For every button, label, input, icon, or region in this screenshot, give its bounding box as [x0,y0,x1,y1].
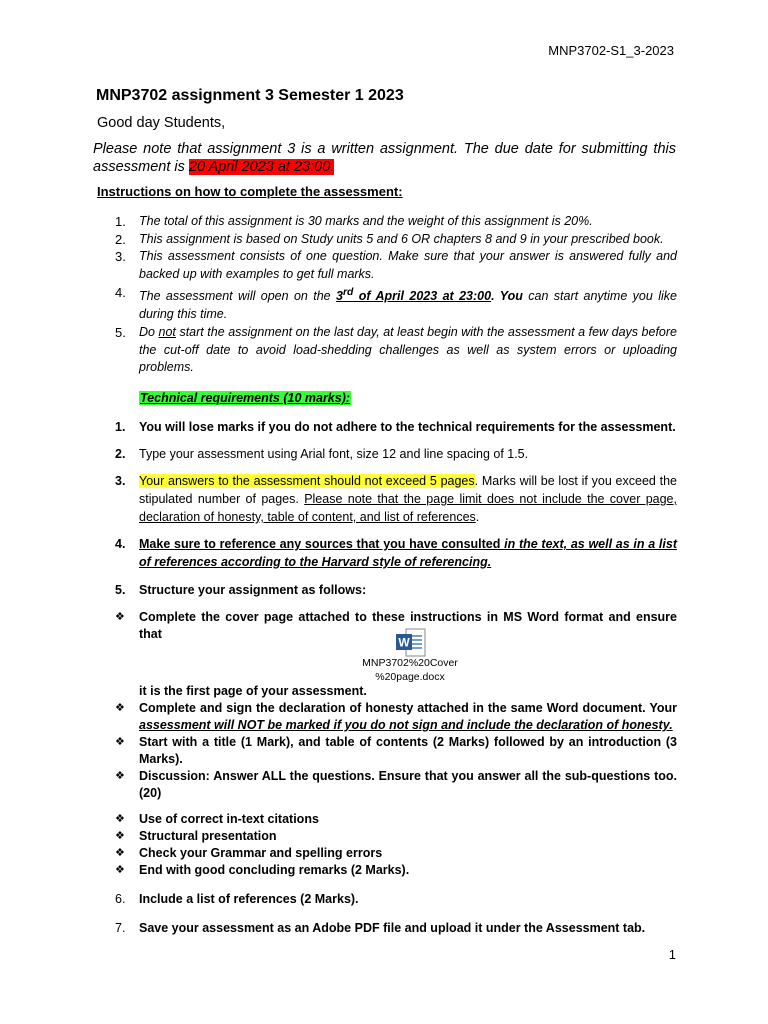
list-item-text: Make sure to reference any sources that you have consulted [139,537,505,551]
page-title: MNP3702 assignment 3 Semester 1 2023 [96,87,404,104]
list-number: 6. [115,892,126,906]
referencing-emphasis: in the text, as well as in a list of references according to the Harvard style of referencing. [139,537,677,569]
list-number: 5. [115,325,126,341]
diamond-bullet-icon: ❖ [115,702,125,714]
due-date-notice [93,140,676,176]
list-item [115,890,677,908]
list-item-text-cont: start the assignment on the last day, at least begin with the assessment a few days before the cut-off date to avoid load-shedding challenges as well as system errors or uploading problems. [139,325,677,375]
instructions-list [115,213,677,377]
list-item-text: The assessment will open on the [139,289,337,304]
word-logo-letter: W [398,635,410,650]
not-emphasis: not [158,325,176,340]
bullet-item [115,828,677,845]
attachment-filename-line1: MNP3702%20Cover [362,657,458,669]
attachment-filename-line2: %20page.docx [375,671,445,683]
list-number: 7. [115,921,126,935]
open-date-rest: of April 2023 at 23:00 [353,289,492,304]
bullet-item [115,700,677,734]
bullet-item [115,862,677,879]
list-number: 4. [115,537,126,551]
due-date-highlight: 20 April 2023 at 23:00. [188,159,335,175]
open-date-day: 3 [336,289,343,304]
list-item [115,231,677,249]
bullet-text: Start with a title (1 Mark), and table of contents (2 Marks) followed by an introduction (3 Marks). [139,735,677,766]
bullet-text: Complete the cover page attached to these instructions in MS Word format and ensure that [139,610,677,641]
list-number: 3. [115,474,126,488]
list-number: 1. [115,214,126,229]
bullet-text: End with good concluding remarks (2 Marks). [139,863,410,877]
word-doc-icon[interactable] [394,628,428,658]
notice-text: Please note that assignment 3 is a written assignment. The due date for submitting this assessment is [93,141,676,175]
list-number: 4. [115,285,126,300]
open-date-dot: . [491,289,495,304]
honesty-warning: assessment will NOT be marked if you do not sign and include the declaration of honesty. [139,718,673,732]
list-item [115,919,677,937]
diamond-bullet-icon: ❖ [115,830,125,842]
diamond-bullet-icon: ❖ [115,847,125,859]
open-date-suffix: rd [342,287,354,298]
list-item-text: Include a list of references (2 Marks). [139,892,359,906]
list-item [115,472,677,526]
list-item-text: Save your assessment as an Adobe PDF file and upload it under the Assessment tab. [139,921,646,935]
open-date [336,289,491,303]
diamond-bullet-icon: ❖ [115,813,125,825]
bullet-text: it is the first page of your assessment. [139,684,367,698]
list-item-text: Structure your assignment as follows: [139,583,367,597]
technical-requirements-heading: Technical requirements (10 marks): [140,391,351,405]
header-document-code: MNP3702-S1_3-2023 [548,43,674,58]
list-item [115,418,677,436]
list-item-text: You will lose marks if you do not adhere to the technical requirements for the assessment. [139,420,676,434]
greeting: Good day Students, [97,115,226,131]
page-limit-highlight: Your answers to the assessment should not exceed 5 pages [139,474,475,488]
diamond-bullet-icon: ❖ [115,736,125,748]
list-item [115,445,677,463]
you-emphasis: You [494,289,523,304]
list-item-text: This assessment consists of one question. Make sure that your answer is answered fully and backed up with examples to get full marks. [139,249,677,281]
list-number: 5. [115,583,126,597]
list-item-text-cont: can start anytime you like during this time. [139,289,677,321]
bullet-item [115,734,677,768]
diamond-bullet-icon: ❖ [115,770,125,782]
list-item-text: Type your assessment using Arial font, size 12 and line spacing of 1.5. [139,447,529,461]
bullet-item-continuation [115,683,677,700]
bullet-text: Structural presentation [139,829,277,843]
list-item-text: This assignment is based on Study units 5 and 6 OR chapters 8 and 9 in your prescribed book. [139,231,664,246]
list-number: 1. [115,420,126,434]
page-number: 1 [668,947,676,962]
instructions-heading: Instructions on how to complete the assessment: [97,184,403,199]
list-item [115,284,677,323]
list-item-text: The total of this assignment is 30 marks and the weight of this assignment is 20%. [139,214,593,228]
bullet-text: Use of correct in-text citations [139,812,319,826]
bullet-item [115,845,677,862]
list-item [115,535,677,571]
list-item-text: . Marks will be lost if you exceed the stipulated number of pages. [139,474,677,506]
diamond-bullet-icon: ❖ [115,864,125,876]
bullet-text: Check your Grammar and spelling errors [139,846,383,860]
word-doc-icon-graphic [394,628,428,658]
page-limit-note: Please note that the page limit does not include the cover page, declaration of honesty, table of content, and list of references [139,492,677,524]
bullet-text: Discussion: Answer ALL the questions. Ensure that you answer all the sub-questions too. (20) [139,769,677,800]
list-item-text: Do [139,325,159,340]
list-number: 2. [115,447,126,461]
bullet-text: Complete and sign the declaration of honesty attached in the same Word document. Your [139,701,677,715]
list-item [115,213,677,231]
list-number: 2. [115,231,126,247]
list-item [115,248,677,283]
bullet-item [115,768,677,802]
diamond-bullet-icon: ❖ [115,611,125,623]
list-item-end: . [475,510,480,524]
list-number: 3. [115,249,126,264]
bullet-item [115,811,677,828]
list-item [115,581,677,599]
attachment-filename[interactable] [358,656,462,684]
list-item [115,324,677,377]
